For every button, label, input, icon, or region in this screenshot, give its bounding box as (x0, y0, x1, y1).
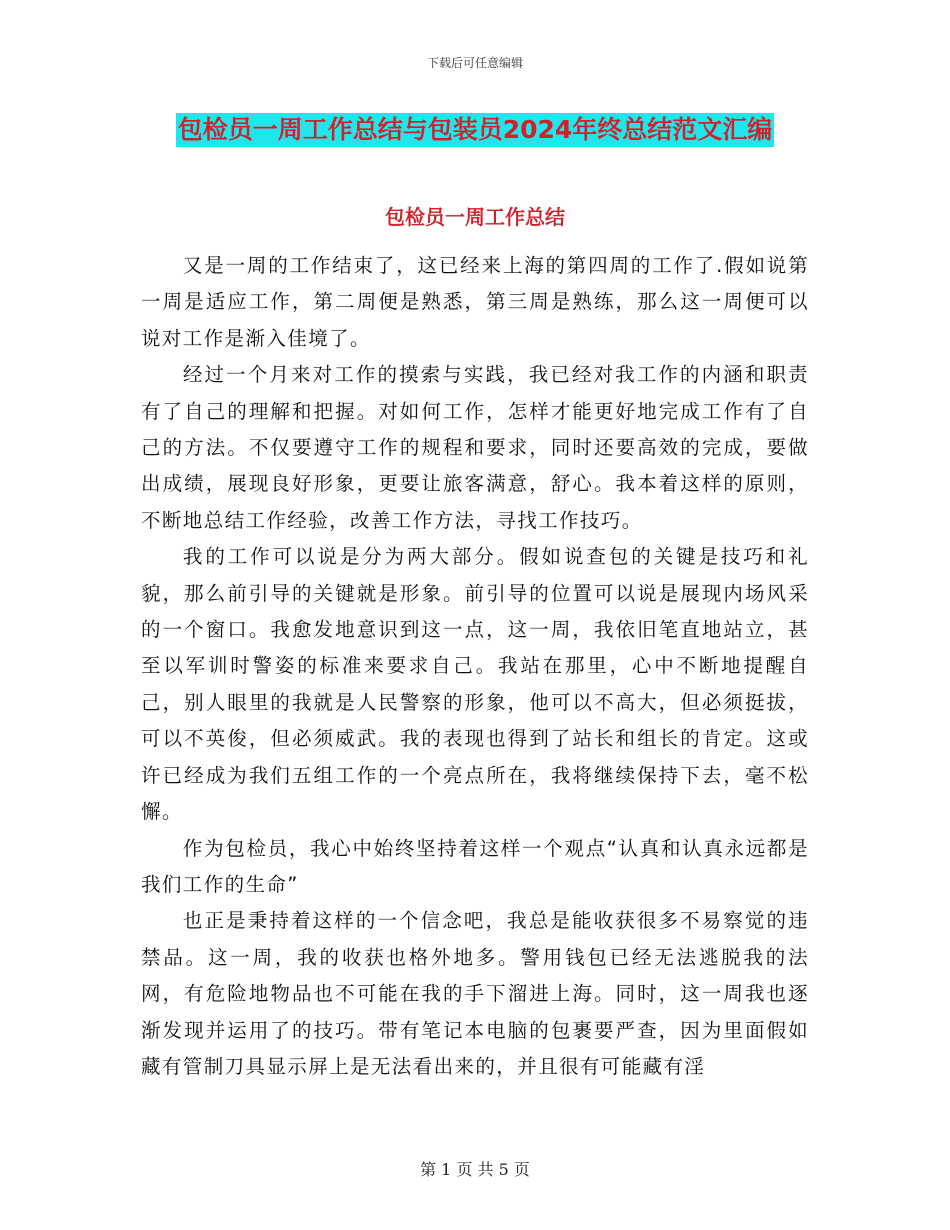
paragraph-5: 也正是秉持着这样的一个信念吧，我总是能收获很多不易察觉的违禁品。这一周，我的收获也格外地多。警用钱包已经无法逃脱我的法网，有危险地物品也不可能在我的手下溜进上海。同时，这一周我也逐渐发现并运用了的技巧。带有笔记本电脑的包裹要严查，因为里面假如藏有管制刀具显示屏上是无法看出来的，并且很有可能藏有淫 (141, 909, 809, 1078)
document-title-container (0, 113, 950, 147)
paragraph-2: 经过一个月来对工作的摸索与实践，我已经对我工作的内涵和职责有了自己的理解和把握。对如何工作，怎样才能更好地完成工作有了自己的方法。不仅要遵守工作的规程和要求，同时还要高效的完成，要做出成绩，展现良好形象，更要让旅客满意，舒心。我本着这样的原则，不断地总结工作经验，改善工作方法，寻找工作技巧。 (141, 363, 809, 532)
document-title: 包检员一周工作总结与包装员2024年终总结范文汇编 (176, 113, 775, 147)
paragraph-4: 作为包检员，我心中始终坚持着这样一个观点“认真和认真永远都是我们工作的生命” (141, 836, 809, 896)
paragraph-1: 又是一周的工作结束了，这已经来上海的第四周的工作了.假如说第一周是适应工作，第二周便是熟悉，第三周是熟练，那么这一周便可以说对工作是渐入佳境了。 (141, 254, 809, 350)
page-header-note: 下载后可任意编辑 (426, 56, 523, 70)
section-title: 包检员一周工作总结 (385, 205, 565, 229)
page-number-footer: 第 1 页 共 5 页 (420, 1160, 530, 1179)
paragraph-3: 我的工作可以说是分为两大部分。假如说查包的关键是技巧和礼貌，那么前引导的关键就是形象。前引导的位置可以说是展现内场风采的一个窗口。我愈发地意识到这一点，这一周，我依旧笔直地站立，甚至以军训时警姿的标准来要求自己。我站在那里，心中不断地提醒自己，别人眼里的我就是人民警察的形象，他可以不高大，但必须挺拔，可以不英俊，但必须威武。我的表现也得到了站长和组长的肯定。这或许已经成为我们五组工作的一个亮点所在，我将继续保持下去，毫不松懈。 (141, 545, 809, 824)
document-body (141, 248, 809, 1085)
